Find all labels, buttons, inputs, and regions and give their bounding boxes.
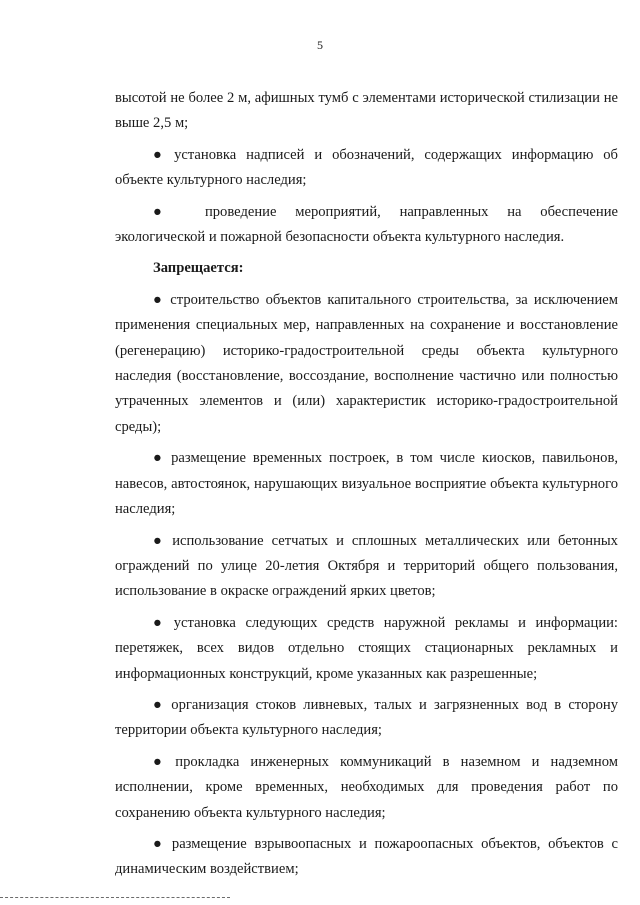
list-item xyxy=(115,288,618,440)
bullet-icon: ● xyxy=(153,532,167,549)
list-item xyxy=(115,529,618,605)
list-item xyxy=(115,832,618,883)
paragraph: высотой не более 2 м, афишных тумб с элементами исторической стилизации не выше 2,5 м; xyxy=(115,90,618,132)
bullet-icon: ● xyxy=(153,291,165,308)
list-item xyxy=(115,750,618,826)
footer-divider xyxy=(0,897,230,899)
bullet-icon: ● xyxy=(153,753,170,770)
bullet-icon: ● xyxy=(153,450,166,467)
list-item-text: установка следующих средств наружной рекламы и информации: перетяжек, всех видов отдельно стоящих стационарных рекламных и информационных конструкций, кроме указанных как разрешенные; xyxy=(115,614,618,682)
list-item-text: прокладка инженерных коммуникаций в наземном и надземном исполнении, кроме временных, необходимых для проведения работ по сохранению объекта культурного наследия; xyxy=(115,753,618,821)
list-item-text: размещение временных построек, в том числе киосков, павильонов, навесов, автостоянок, нарушающих визуальное восприятие объекта культурного наследия; xyxy=(115,450,618,518)
bullet-icon: ● xyxy=(153,146,169,163)
section-heading: Запрещается: xyxy=(153,260,244,277)
list-item xyxy=(115,693,618,744)
list-item-text: организация стоков ливневых, талых и загрязненных вод в сторону территории объекта культурного наследия; xyxy=(115,696,618,739)
list-item-text: установка надписей и обозначений, содержащих информацию об объекте культурного наследия; xyxy=(115,146,618,189)
bullet-icon: ● xyxy=(153,203,177,220)
list-item-text: строительство объектов капитального строительства, за исключением применения специальных мер, направленных на сохранение и восстановление (регенерацию) историко-градостроительной среды объекта культурного наследия (восстановление, воссоздание, восполнение частично или полностью утраченных элементов и (или) характеристик историко-градостроительной среды); xyxy=(115,291,618,435)
document-body xyxy=(115,86,618,889)
bullet-icon: ● xyxy=(153,696,166,713)
list-item xyxy=(115,446,618,522)
list-item xyxy=(115,143,618,194)
page-number: 5 xyxy=(317,38,323,52)
list-item xyxy=(115,200,618,251)
list-item-text: проведение мероприятий, направленных на обеспечение экологической и пожарной безопасности объекта культурного наследия. xyxy=(115,203,618,246)
bullet-icon: ● xyxy=(153,614,168,631)
list-item xyxy=(115,611,618,687)
bullet-icon: ● xyxy=(153,835,166,852)
list-item-text: размещение взрывоопасных и пожароопасных объектов, объектов с динамическим воздействием; xyxy=(115,835,618,878)
list-item-text: использование сетчатых и сплошных металлических или бетонных ограждений по улице 20-летия Октября и территорий общего пользования, использование в окраске ограждений ярких цветов; xyxy=(115,532,618,600)
